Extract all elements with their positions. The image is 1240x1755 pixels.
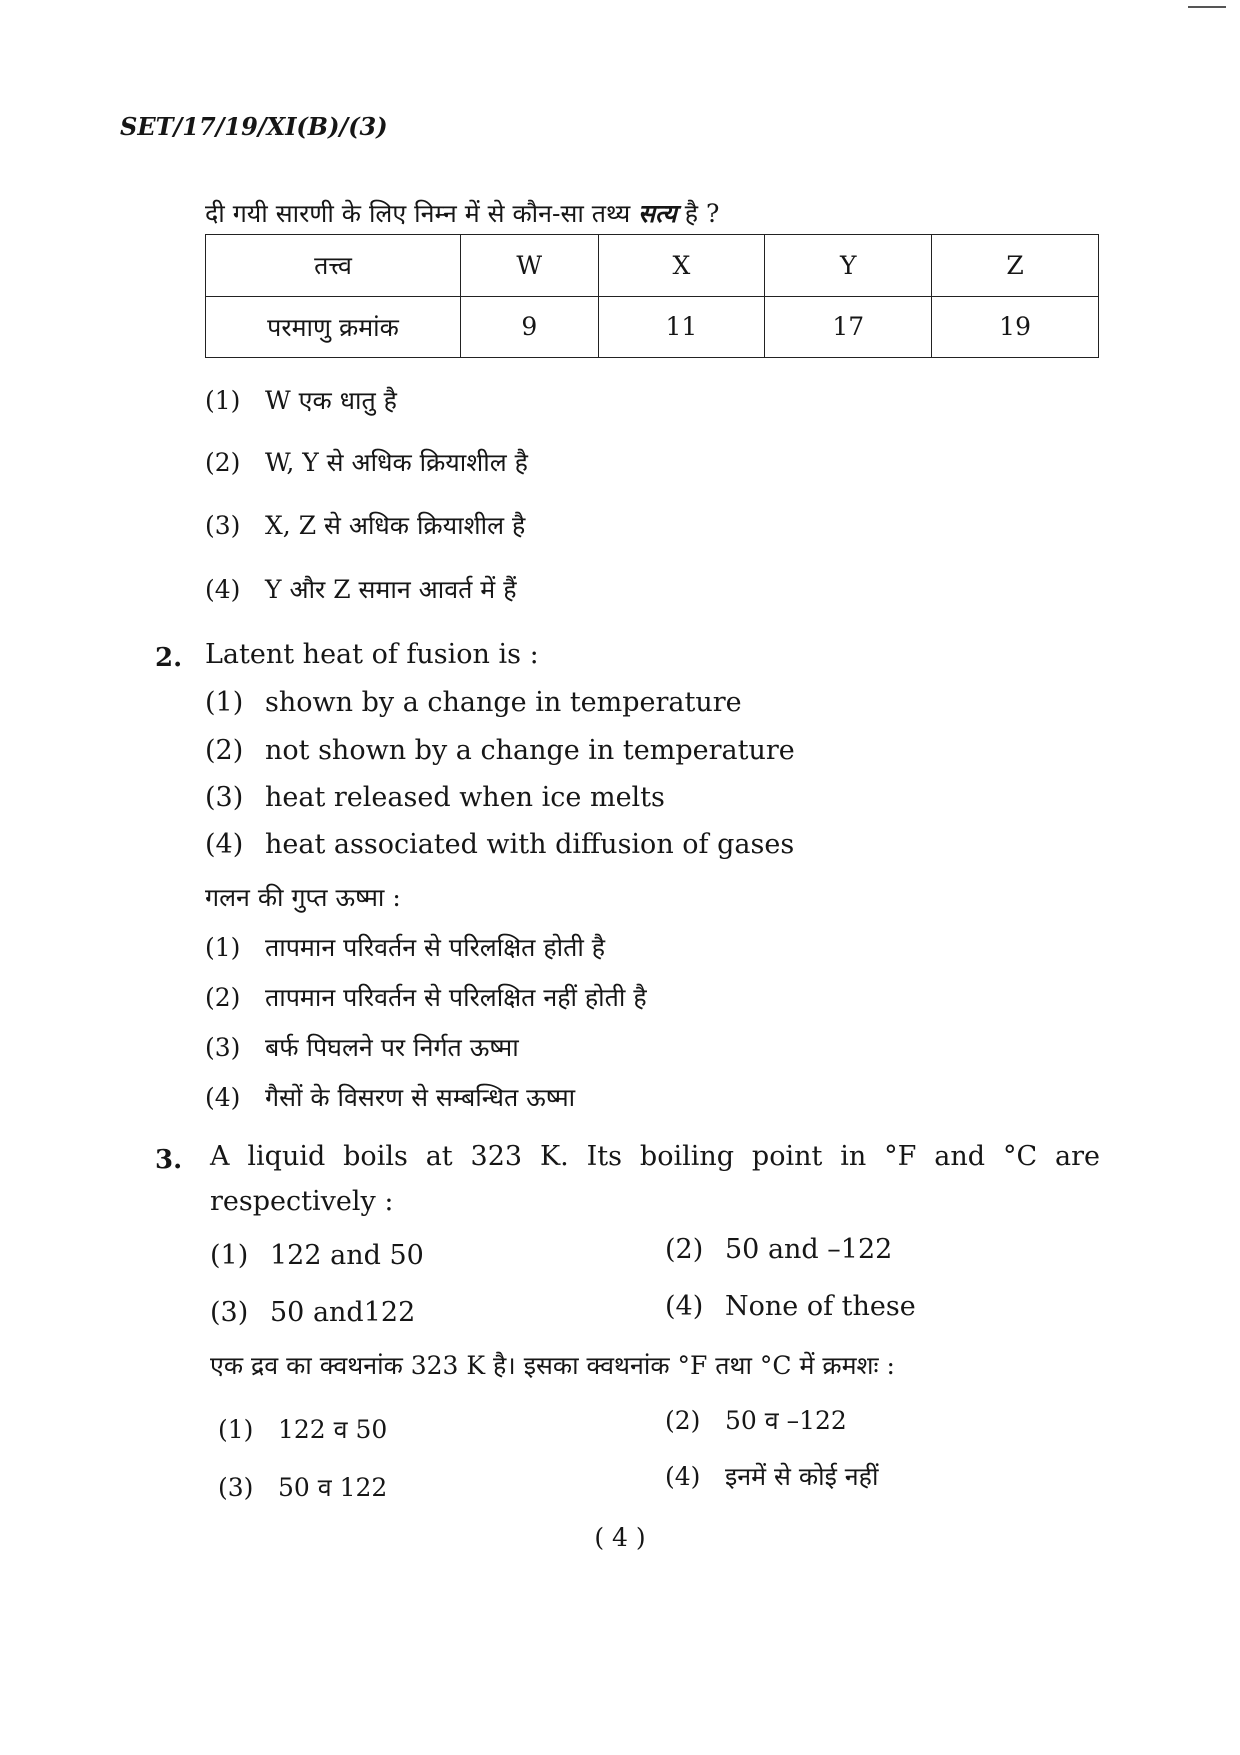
q3-option-3-hi[interactable] <box>218 1470 387 1504</box>
table-cell: W <box>461 235 599 297</box>
q2-option-1-hi[interactable] <box>205 930 605 964</box>
option-text: not shown by a change in temperature <box>265 735 795 766</box>
option-text: गैसों के विसरण से सम्बन्धित ऊष्मा <box>265 1083 576 1112</box>
option-number: (2) <box>205 448 241 477</box>
q2-option-2-hi[interactable] <box>205 980 647 1014</box>
option-number: (1) <box>205 687 244 718</box>
option-number: (2) <box>205 735 244 766</box>
table-cell: Y <box>765 235 932 297</box>
q3-option-4-hi[interactable] <box>665 1459 878 1493</box>
q3-option-1-en[interactable] <box>210 1240 424 1271</box>
q1-option-1[interactable] <box>205 383 397 417</box>
option-number: (3) <box>210 1297 249 1328</box>
option-text: बर्फ पिघलने पर निर्गत ऊष्मा <box>265 1033 519 1062</box>
page-number: ( 4 ) <box>594 1523 646 1552</box>
option-number: (4) <box>665 1291 704 1322</box>
paper-code: SET/17/19/XI(B)/(3) <box>120 112 388 141</box>
option-text: इनमें से कोई नहीं <box>725 1462 879 1491</box>
q1-option-3[interactable] <box>205 508 525 542</box>
q2-option-3-en[interactable] <box>205 782 665 813</box>
option-text: heat released when ice melts <box>265 782 665 813</box>
table-row <box>206 296 1099 358</box>
option-text: 122 and 50 <box>270 1240 424 1271</box>
q2-stem-english: Latent heat of fusion is : <box>205 639 539 670</box>
q3-option-1-hi[interactable] <box>218 1412 387 1446</box>
option-number: (3) <box>205 782 244 813</box>
option-number: (2) <box>665 1406 701 1435</box>
q2-stem-hindi: गलन की गुप्त ऊष्मा : <box>205 883 401 912</box>
option-number: (4) <box>205 575 241 604</box>
option-number: (2) <box>665 1234 704 1265</box>
table-cell: 11 <box>598 296 765 358</box>
q1-stem-after: है ? <box>676 199 720 228</box>
option-text: 50 and122 <box>270 1297 416 1328</box>
table-cell: 9 <box>461 296 599 358</box>
option-number: (3) <box>205 1033 241 1062</box>
q3-number: 3. <box>155 1145 183 1175</box>
option-text: W एक धातु है <box>265 386 397 415</box>
table-cell: Z <box>932 235 1099 297</box>
table-cell: X <box>598 235 765 297</box>
option-text: तापमान परिवर्तन से परिलक्षित नहीं होती है <box>265 983 647 1012</box>
table-row <box>206 235 1099 297</box>
q2-number: 2. <box>155 643 183 673</box>
q2-option-2-en[interactable] <box>205 735 795 766</box>
q3-option-2-hi[interactable] <box>665 1403 847 1437</box>
option-number: (4) <box>205 829 244 860</box>
table-cell: 19 <box>932 296 1099 358</box>
option-text: W, Y से अधिक क्रियाशील है <box>265 448 528 477</box>
element-table <box>205 234 1099 358</box>
option-text: 50 व 122 <box>278 1473 388 1502</box>
option-text: None of these <box>725 1291 916 1322</box>
option-text: 50 and –122 <box>725 1234 893 1265</box>
table-header-cell: परमाणु क्रमांक <box>206 296 461 358</box>
option-text: shown by a change in temperature <box>265 687 742 718</box>
option-number: (4) <box>665 1462 701 1491</box>
option-number: (1) <box>218 1415 254 1444</box>
q2-option-4-en[interactable] <box>205 829 794 860</box>
option-number: (3) <box>205 511 241 540</box>
q1-stem-hindi <box>205 196 719 230</box>
corner-mark <box>1188 6 1226 8</box>
q3-stem-hindi: एक द्रव का क्वथनांक 323 K है। इसका क्वथनांक °F तथा °C में क्रमशः : <box>210 1351 895 1380</box>
q1-stem-before: दी गयी सारणी के लिए निम्न में से कौन-सा तथ्य <box>205 199 639 228</box>
option-text: X, Z से अधिक क्रियाशील है <box>265 511 526 540</box>
table-cell: 17 <box>765 296 932 358</box>
option-text: तापमान परिवर्तन से परिलक्षित होती है <box>265 933 606 962</box>
q2-option-4-hi[interactable] <box>205 1080 575 1114</box>
q3-stem-line2: respectively : <box>210 1186 394 1217</box>
q2-option-1-en[interactable] <box>205 687 742 718</box>
option-number: (1) <box>210 1240 249 1271</box>
q1-stem-emphasis: सत्य <box>638 199 677 228</box>
option-text: 50 व –122 <box>725 1406 847 1435</box>
option-text: Y और Z समान आवर्त में हैं <box>265 575 517 604</box>
q2-option-3-hi[interactable] <box>205 1030 519 1064</box>
q3-stem-line1: A liquid boils at 323 K. Its boiling point in °F and °C are <box>210 1141 1100 1172</box>
q3-option-2-en[interactable] <box>665 1234 892 1265</box>
option-number: (4) <box>205 1083 241 1112</box>
q3-option-4-en[interactable] <box>665 1291 916 1322</box>
q3-option-3-en[interactable] <box>210 1297 415 1328</box>
table-header-cell: तत्त्व <box>206 235 461 297</box>
option-text: heat associated with diffusion of gases <box>265 829 795 860</box>
q1-option-2[interactable] <box>205 445 528 479</box>
q1-option-4[interactable] <box>205 572 516 606</box>
option-number: (1) <box>205 386 241 415</box>
option-number: (1) <box>205 933 241 962</box>
option-number: (2) <box>205 983 241 1012</box>
option-text: 122 व 50 <box>278 1415 388 1444</box>
option-number: (3) <box>218 1473 254 1502</box>
